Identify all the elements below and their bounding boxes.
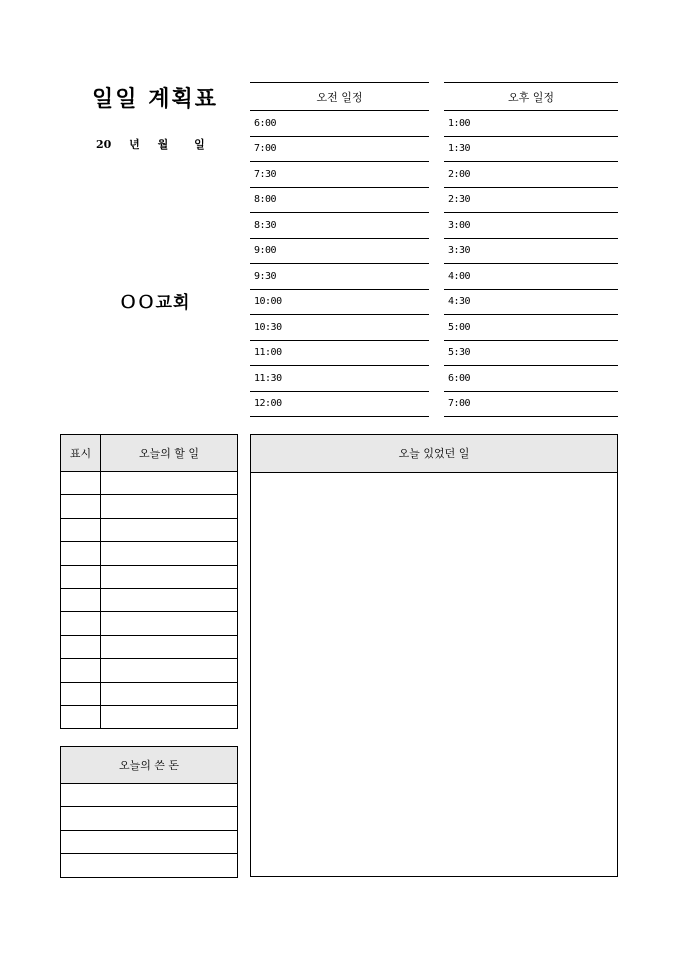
todo-task-cell[interactable] [101, 659, 238, 682]
am-schedule-row [250, 264, 429, 290]
am-time-slot[interactable]: 7:30 [250, 162, 429, 188]
todo-task-cell[interactable] [101, 565, 238, 588]
todo-row [61, 612, 238, 635]
page-title: 일일 계획표 [92, 86, 218, 112]
am-schedule-header: 오전 일정 [250, 83, 429, 111]
spent-row [61, 830, 238, 853]
am-schedule-row [250, 111, 429, 137]
todo-row [61, 495, 238, 518]
date-line [70, 136, 230, 152]
todo-row [61, 542, 238, 565]
pm-time-slot[interactable]: 4:30 [444, 289, 618, 315]
todo-row [61, 565, 238, 588]
pm-schedule-row [444, 340, 618, 366]
spent-cell[interactable] [61, 854, 238, 877]
todo-row [61, 518, 238, 541]
spent-row [61, 807, 238, 830]
am-time-slot[interactable]: 9:00 [250, 238, 429, 264]
am-time-slot[interactable]: 8:00 [250, 187, 429, 213]
todo-task-cell[interactable] [101, 612, 238, 635]
pm-time-slot[interactable]: 2:00 [444, 162, 618, 188]
pm-schedule-row [444, 162, 618, 188]
am-schedule-row [250, 162, 429, 188]
spent-row [61, 784, 238, 807]
am-schedule-row [250, 340, 429, 366]
todo-mark-cell[interactable] [61, 682, 101, 705]
todo-task-cell[interactable] [101, 518, 238, 541]
todo-task-cell[interactable] [101, 472, 238, 495]
pm-schedule-row [444, 187, 618, 213]
todo-task-header: 오늘의 할 일 [101, 435, 238, 472]
spent-header: 오늘의 쓴 돈 [61, 747, 238, 784]
pm-schedule-row [444, 111, 618, 137]
pm-schedule-row [444, 238, 618, 264]
todo-row [61, 705, 238, 728]
am-time-slot[interactable]: 7:00 [250, 136, 429, 162]
todo-mark-cell[interactable] [61, 472, 101, 495]
pm-schedule-table [444, 82, 618, 417]
pm-schedule-row [444, 264, 618, 290]
todo-mark-cell[interactable] [61, 565, 101, 588]
pm-time-slot[interactable]: 4:00 [444, 264, 618, 290]
am-schedule-row [250, 391, 429, 417]
pm-schedule-row [444, 289, 618, 315]
am-time-slot[interactable]: 11:00 [250, 340, 429, 366]
date-day-label: 일 [194, 138, 205, 151]
am-schedule-row [250, 187, 429, 213]
pm-time-slot[interactable]: 3:30 [444, 238, 618, 264]
am-schedule-row [250, 315, 429, 341]
am-time-slot[interactable]: 9:30 [250, 264, 429, 290]
am-schedule-row [250, 136, 429, 162]
spent-table [60, 746, 238, 878]
todo-row [61, 635, 238, 658]
todo-mark-header: 표시 [61, 435, 101, 472]
pm-schedule-row [444, 366, 618, 392]
spent-row [61, 854, 238, 877]
todo-mark-cell[interactable] [61, 612, 101, 635]
todo-row [61, 472, 238, 495]
todo-task-cell[interactable] [101, 705, 238, 728]
date-year-label: 년 [129, 138, 140, 151]
todo-mark-cell[interactable] [61, 542, 101, 565]
happened-header: 오늘 있었던 일 [251, 435, 617, 473]
am-time-slot[interactable]: 6:00 [250, 111, 429, 137]
todo-task-cell[interactable] [101, 542, 238, 565]
todo-task-cell[interactable] [101, 635, 238, 658]
todo-task-cell[interactable] [101, 495, 238, 518]
todo-mark-cell[interactable] [61, 495, 101, 518]
pm-time-slot[interactable]: 5:30 [444, 340, 618, 366]
pm-schedule-row [444, 391, 618, 417]
am-time-slot[interactable]: 10:00 [250, 289, 429, 315]
todo-mark-cell[interactable] [61, 635, 101, 658]
am-schedule-row [250, 238, 429, 264]
todo-mark-cell[interactable] [61, 518, 101, 541]
pm-time-slot[interactable]: 2:30 [444, 187, 618, 213]
am-time-slot[interactable]: 10:30 [250, 315, 429, 341]
church-name: ＯＯ교회 [119, 293, 191, 313]
pm-schedule-header: 오후 일정 [444, 83, 618, 111]
todo-task-cell[interactable] [101, 588, 238, 611]
pm-time-slot[interactable]: 7:00 [444, 391, 618, 417]
pm-time-slot[interactable]: 6:00 [444, 366, 618, 392]
pm-schedule-row [444, 315, 618, 341]
am-schedule-table [250, 82, 429, 417]
spent-cell[interactable] [61, 784, 238, 807]
todo-row [61, 588, 238, 611]
pm-time-slot[interactable]: 1:00 [444, 111, 618, 137]
todo-mark-cell[interactable] [61, 705, 101, 728]
pm-schedule-row [444, 136, 618, 162]
date-month-label: 월 [157, 138, 169, 151]
todo-mark-cell[interactable] [61, 659, 101, 682]
am-schedule-row [250, 213, 429, 239]
spent-cell[interactable] [61, 830, 238, 853]
am-schedule-row [250, 366, 429, 392]
am-schedule-row [250, 289, 429, 315]
am-time-slot[interactable]: 12:00 [250, 391, 429, 417]
pm-time-slot[interactable]: 5:00 [444, 315, 618, 341]
pm-time-slot[interactable]: 1:30 [444, 136, 618, 162]
am-time-slot[interactable]: 8:30 [250, 213, 429, 239]
pm-time-slot[interactable]: 3:00 [444, 213, 618, 239]
todo-mark-cell[interactable] [61, 588, 101, 611]
am-time-slot[interactable]: 11:30 [250, 366, 429, 392]
todo-table [60, 434, 238, 729]
date-year-prefix: 20 [96, 138, 112, 151]
happened-box[interactable] [250, 434, 618, 877]
todo-row [61, 659, 238, 682]
todo-row [61, 682, 238, 705]
todo-task-cell[interactable] [101, 682, 238, 705]
spent-cell[interactable] [61, 807, 238, 830]
pm-schedule-row [444, 213, 618, 239]
